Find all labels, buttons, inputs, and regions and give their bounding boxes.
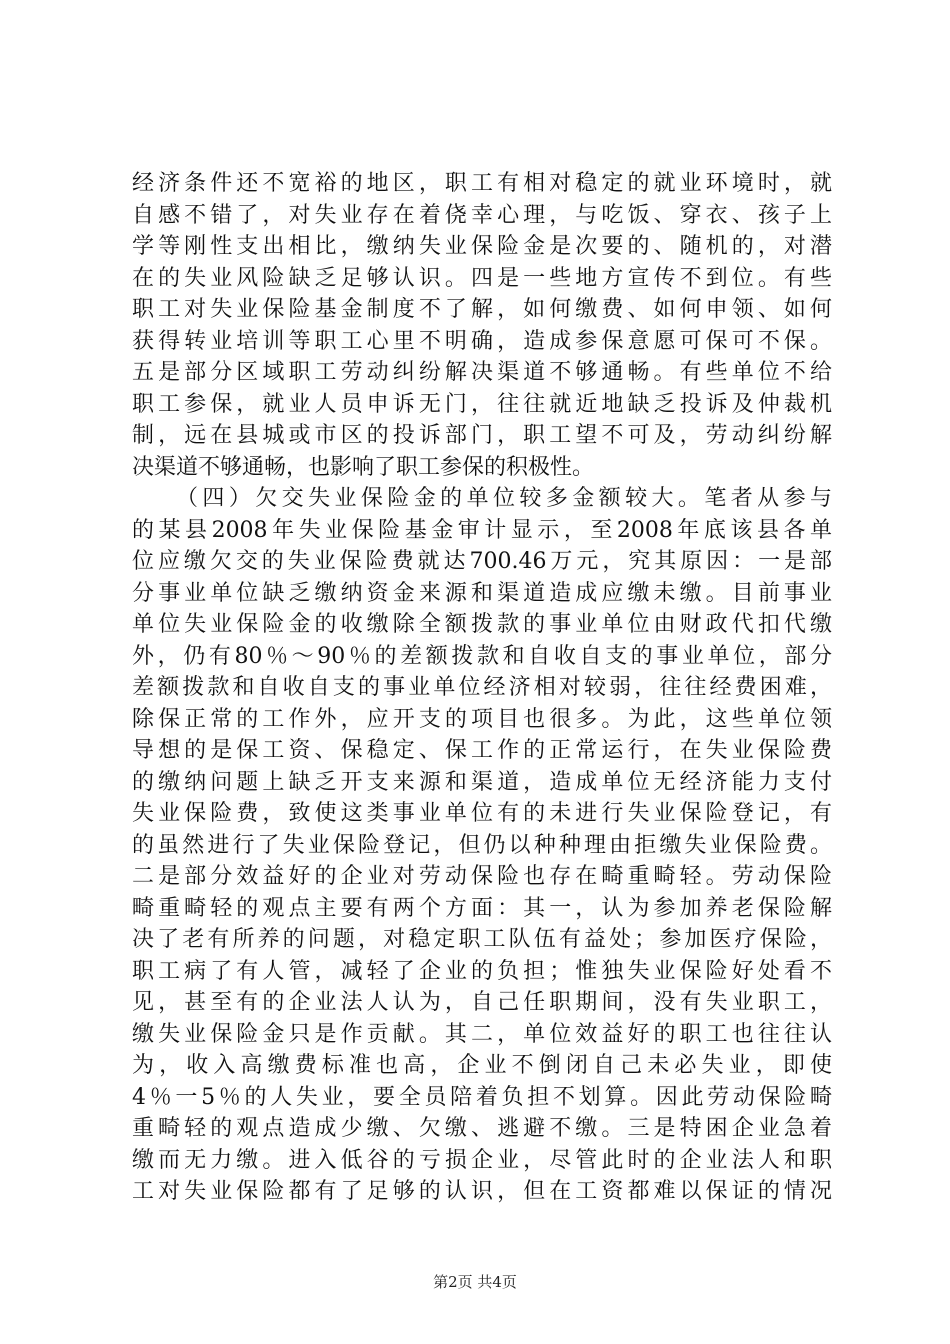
page-number-footer: 第2页 共4页 [433,1273,517,1291]
text-line-4: 在的失业风险缺乏足够认识。四是一些地方宣传不到位。有些 [132,265,832,291]
text-line-26: 职工病了有人管，减轻了企业的负担；惟独失业保险好处看不 [132,958,832,984]
text-line-18: 除保正常的工作外，应开支的项目也很多。为此，这些单位领 [132,706,832,732]
text-line-32: 缴而无力缴。进入低谷的亏损企业，尽管此时的企业法人和职 [132,1147,832,1173]
text-line-22: 的虽然进行了失业保险登记，但仍以种种理由拒缴失业保险费。 [132,832,832,858]
text-line-7: 五是部分区域职工劳动纠纷解决渠道不够通畅。有些单位不给 [132,360,832,385]
text-line-25: 决了老有所养的问题，对稳定职工队伍有益处；参加医疗保险， [132,927,832,952]
text-line-10: 决渠道不够通畅，也影响了职工参保的积极性。 [132,454,595,480]
text-line-5: 职工对失业保险基金制度不了解，如何缴费、如何申领、如何 [132,297,832,322]
body-text [132,168,832,1208]
text-line-15: 单位失业保险金的收缴除全额拨款的事业单位由财政代扣代缴 [132,612,832,637]
text-line-8: 职工参保，就业人员申诉无门，往往就近地缺乏投诉及仲裁机 [132,391,832,417]
text-line-1: 经济条件还不宽裕的地区，职工有相对稳定的就业环境时，就 [132,171,832,196]
text-line-13: 位应缴欠交的失业保险费就达700.46万元，究其原因：一是部 [132,549,832,574]
text-line-3: 学等刚性支出相比，缴纳失业保险金是次要的、随机的，对潜 [132,234,832,259]
text-line-28: 缴失业保险金只是作贡献。其二，单位效益好的职工也往往认 [132,1021,832,1047]
text-line-17: 差额拨款和自收自支的事业单位经济相对较弱，往往经费困难， [132,675,832,700]
text-line-14: 分事业单位缺乏缴纳资金来源和渠道造成应缴未缴。目前事业 [132,580,832,606]
text-line-16: 外，仍有80％～90％的差额拨款和自收自支的事业单位，部分 [132,643,832,669]
text-line-2: 自感不错了，对失业存在着侥幸心理，与吃饭、穿衣、孩子上 [132,202,832,228]
text-line-9: 制，远在县城或市区的投诉部门，职工望不可及，劳动纠纷解 [132,423,832,448]
text-line-29: 为，收入高缴费标准也高，企业不倒闭自己未必失业，即使 [132,1053,832,1078]
text-line-6: 获得转业培训等职工心里不明确，造成参保意愿可保可不保。 [132,328,832,354]
text-line-30: 4％一5％的人失业，要全员陪着负担不划算。因此劳动保险畸 [132,1084,832,1110]
text-line-19: 导想的是保工资、保稳定、保工作的正常运行，在失业保险费 [132,738,832,763]
text-line-27: 见，甚至有的企业法人认为，自己任职期间，没有失业职工， [132,990,832,1015]
text-line-21: 失业保险费，致使这类事业单位有的未进行失业保险登记，有 [132,801,832,826]
text-line-12: 的某县2008年失业保险基金审计显示，至2008年底该县各单 [132,517,832,543]
text-line-31: 重畸轻的观点造成少缴、欠缴、逃避不缴。三是特困企业急着 [132,1116,832,1141]
text-line-33: 工对失业保险都有了足够的认识，但在工资都难以保证的情况 [132,1179,832,1204]
section-heading-line: （四）欠交失业保险金的单位较多金额较大。笔者从参与 [176,486,832,511]
text-line-24: 畸重畸轻的观点主要有两个方面：其一，认为参加养老保险解 [132,895,832,921]
text-line-23: 二是部分效益好的企业对劳动保险也存在畸重畸轻。劳动保险 [132,864,832,889]
text-line-20: 的缴纳问题上缺乏开支来源和渠道，造成单位无经济能力支付 [132,769,832,795]
